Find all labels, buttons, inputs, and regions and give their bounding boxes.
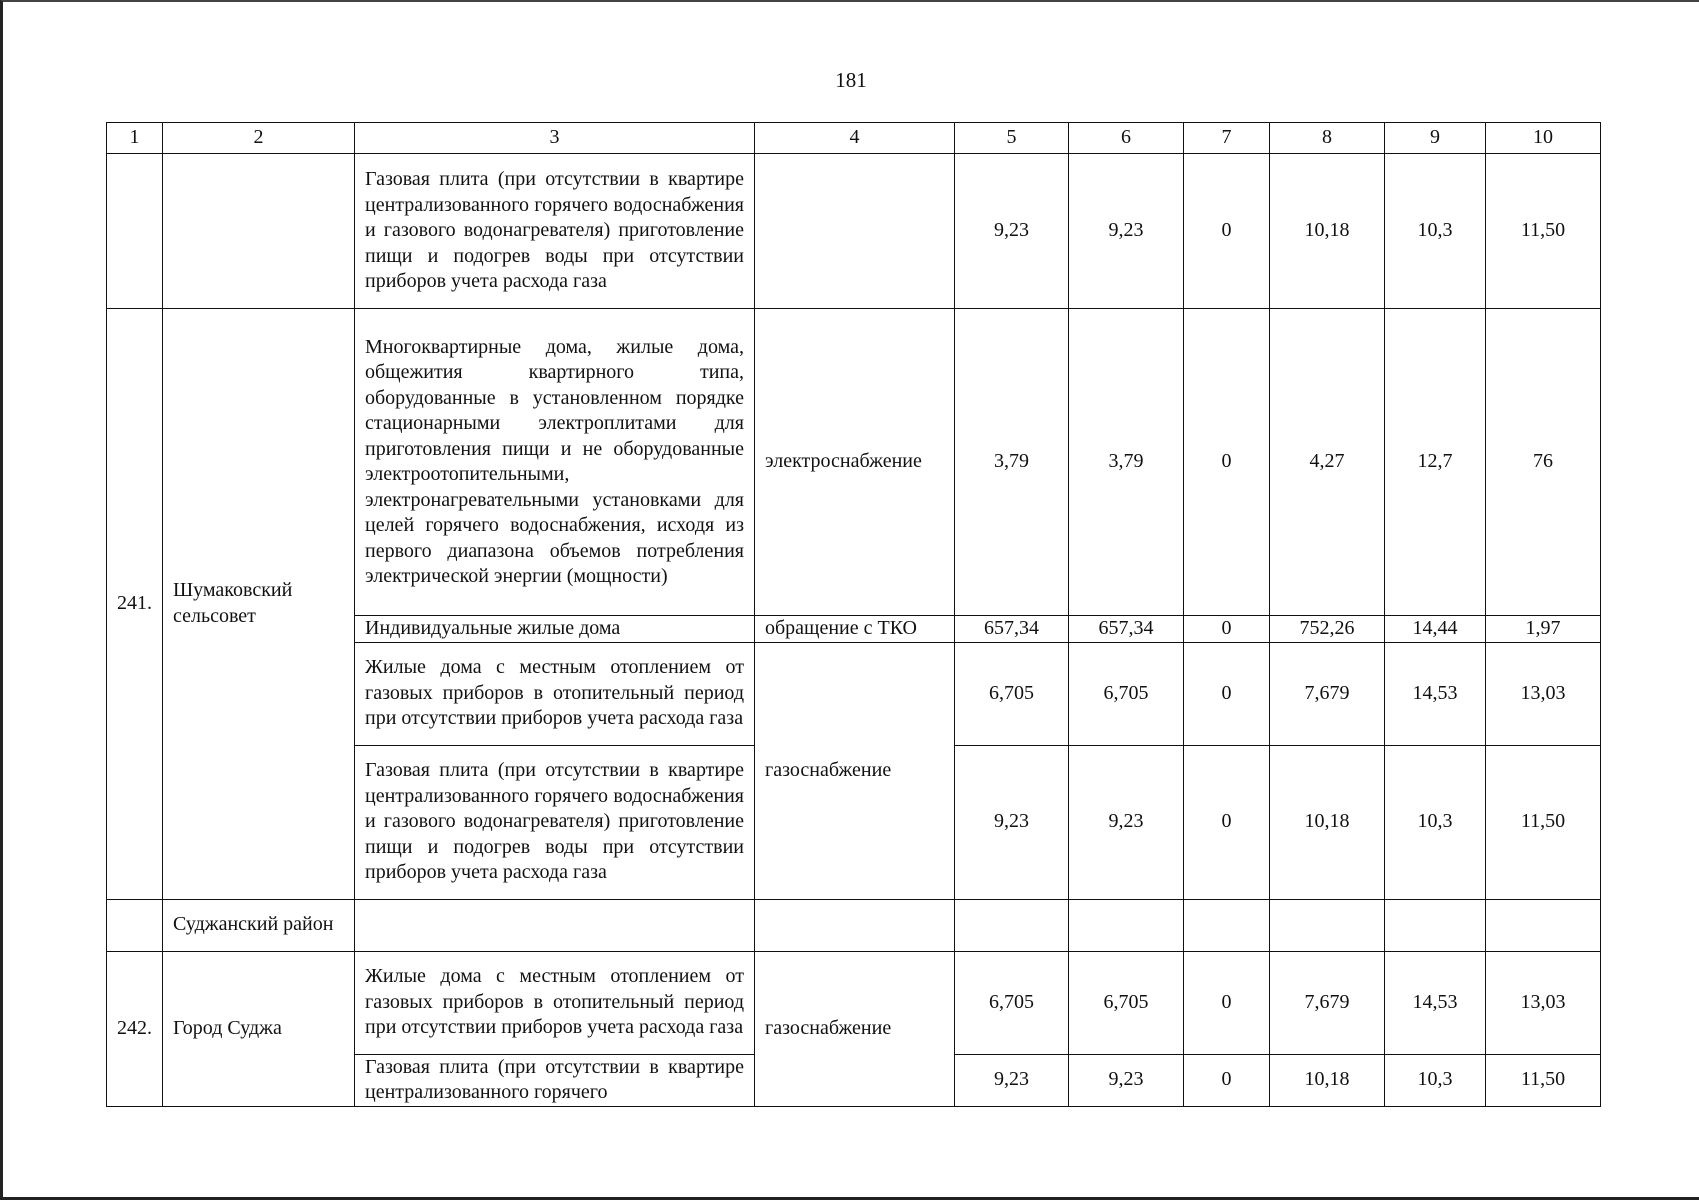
value-cell: 10,18 [1270, 154, 1385, 309]
service-cell [755, 154, 955, 309]
header-cell-6: 6 [1069, 123, 1184, 154]
description-cell: Жилые дома с местным отоплением от газовых приборов в отопительный период при отсутствии приборов учета расхода газа [355, 642, 755, 745]
row-number-cell: 242. [107, 951, 163, 1106]
description-cell [355, 899, 755, 951]
municipality-cell: Город Суджа [163, 951, 355, 1106]
value-cell: 1,97 [1486, 616, 1601, 643]
district-name-cell: Суджанский район [163, 899, 355, 951]
service-cell [755, 899, 955, 951]
value-cell [1486, 899, 1601, 951]
value-cell: 12,7 [1385, 309, 1486, 616]
value-cell: 76 [1486, 309, 1601, 616]
description-cell: Газовая плита (при отсутствии в квартире централизованного горячего [355, 1054, 755, 1106]
value-cell: 0 [1184, 1054, 1270, 1106]
value-cell: 13,03 [1486, 951, 1601, 1054]
table-row [107, 154, 1601, 309]
header-cell-1: 1 [107, 123, 163, 154]
value-cell: 10,18 [1270, 1054, 1385, 1106]
header-cell-2: 2 [163, 123, 355, 154]
value-cell: 6,705 [1069, 951, 1184, 1054]
service-cell: обращение с ТКО [755, 616, 955, 643]
header-row [107, 123, 1601, 154]
value-cell: 9,23 [1069, 1054, 1184, 1106]
value-cell: 6,705 [955, 642, 1069, 745]
tariff-table [106, 122, 1601, 1107]
description-cell: Жилые дома с местным отоплением от газовых приборов в отопительный период при отсутствии приборов учета расхода газа [355, 951, 755, 1054]
header-cell-3: 3 [355, 123, 755, 154]
value-cell: 10,3 [1385, 1054, 1486, 1106]
value-cell: 11,50 [1486, 745, 1601, 899]
value-cell: 0 [1184, 642, 1270, 745]
value-cell: 10,3 [1385, 745, 1486, 899]
row-number-cell [107, 899, 163, 951]
description-cell: Газовая плита (при отсутствии в квартире централизованного горячего водоснабжения и газового водонагревателя) приготовление пищи и подогрев воды при отсутствии приборов учета расхода газа [355, 154, 755, 309]
row-number-cell [107, 154, 163, 309]
value-cell: 9,23 [955, 1054, 1069, 1106]
value-cell: 0 [1184, 309, 1270, 616]
service-cell: электроснабжение [755, 309, 955, 616]
value-cell: 0 [1184, 154, 1270, 309]
value-cell: 3,79 [1069, 309, 1184, 616]
district-row [107, 899, 1601, 951]
value-cell: 9,23 [955, 745, 1069, 899]
header-cell-4: 4 [755, 123, 955, 154]
value-cell: 0 [1184, 616, 1270, 643]
value-cell: 9,23 [1069, 154, 1184, 309]
value-cell [1385, 899, 1486, 951]
value-cell: 14,44 [1385, 616, 1486, 643]
description-cell: Газовая плита (при отсутствии в квартире централизованного горячего водоснабжения и газового водонагревателя) приготовление пищи и подогрев воды при отсутствии приборов учета расхода газа [355, 745, 755, 899]
value-cell: 14,53 [1385, 642, 1486, 745]
value-cell [1184, 899, 1270, 951]
description-cell: Индивидуальные жилые дома [355, 616, 755, 643]
description-cell: Многоквартирные дома, жилые дома, общежития квартирного типа, оборудованные в установленном порядке стационарными электроплитами для приготовления пищи и не оборудованные электроотопительными, электронагревательными установками для целей горячего водоснабжения, исходя из первого диапазона объемов потребления электрической энергии (мощности) [355, 309, 755, 616]
table-row [107, 951, 1601, 1054]
service-cell: газоснабжение [755, 642, 955, 899]
value-cell: 7,679 [1270, 951, 1385, 1054]
value-cell [1069, 899, 1184, 951]
table-row [107, 309, 1601, 616]
value-cell [1270, 899, 1385, 951]
header-cell-7: 7 [1184, 123, 1270, 154]
value-cell: 0 [1184, 745, 1270, 899]
value-cell: 14,53 [1385, 951, 1486, 1054]
header-cell-8: 8 [1270, 123, 1385, 154]
municipality-cell [163, 154, 355, 309]
value-cell: 10,18 [1270, 745, 1385, 899]
value-cell: 6,705 [1069, 642, 1184, 745]
value-cell: 657,34 [955, 616, 1069, 643]
value-cell: 752,26 [1270, 616, 1385, 643]
service-cell: газоснабжение [755, 951, 955, 1106]
value-cell: 3,79 [955, 309, 1069, 616]
page-number: 181 [835, 68, 867, 92]
row-number-cell: 241. [107, 309, 163, 900]
value-cell: 0 [1184, 951, 1270, 1054]
header-cell-9: 9 [1385, 123, 1486, 154]
header-cell-10: 10 [1486, 123, 1601, 154]
municipality-cell: Шумаковский сельсовет [163, 309, 355, 900]
value-cell: 9,23 [955, 154, 1069, 309]
value-cell: 657,34 [1069, 616, 1184, 643]
value-cell: 11,50 [1486, 1054, 1601, 1106]
value-cell: 9,23 [1069, 745, 1184, 899]
value-cell: 7,679 [1270, 642, 1385, 745]
value-cell: 11,50 [1486, 154, 1601, 309]
value-cell: 10,3 [1385, 154, 1486, 309]
value-cell [955, 899, 1069, 951]
value-cell: 6,705 [955, 951, 1069, 1054]
header-cell-5: 5 [955, 123, 1069, 154]
value-cell: 13,03 [1486, 642, 1601, 745]
value-cell: 4,27 [1270, 309, 1385, 616]
